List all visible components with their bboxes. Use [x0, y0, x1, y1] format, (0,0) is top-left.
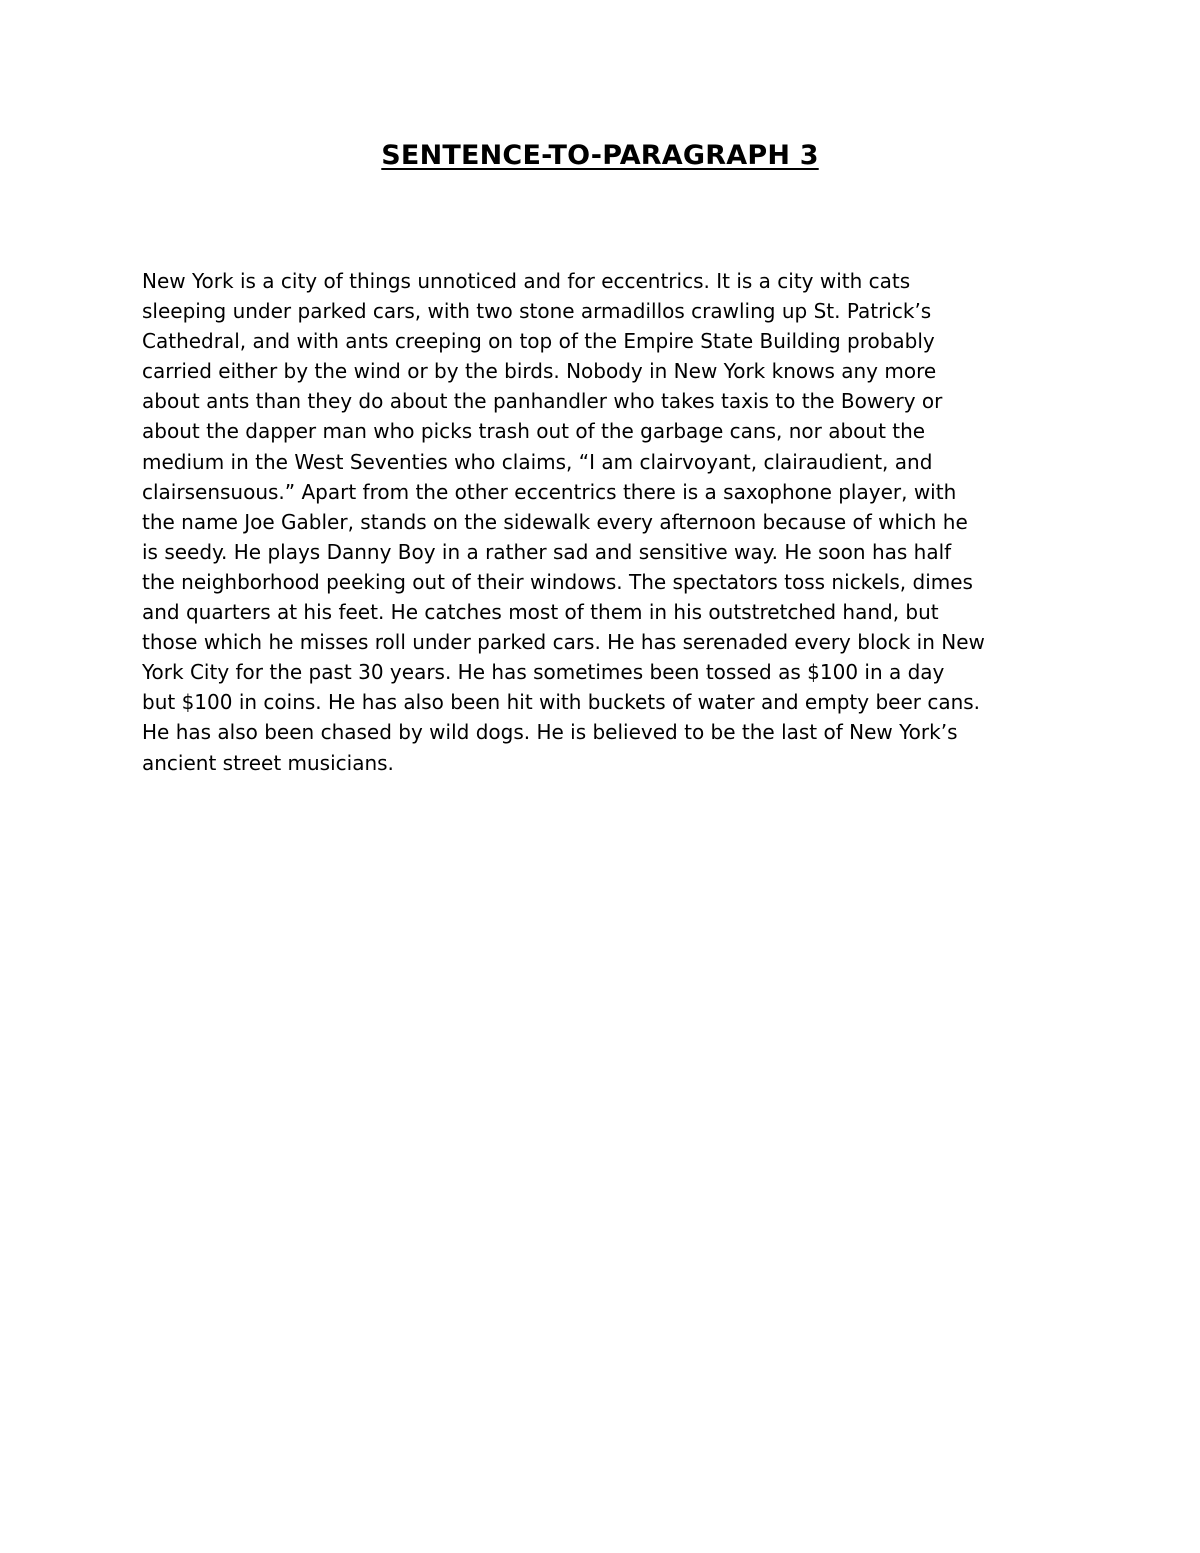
paragraph-line: Cathedral, and with ants creeping on top of the Empire State Building probably: [142, 329, 935, 354]
paragraph-line: about ants than they do about the panhandler who takes taxis to the Bowery or: [142, 389, 943, 414]
paragraph-line: is seedy. He plays Danny Boy in a rather sad and sensitive way. He soon has half: [142, 539, 952, 564]
paragraph-line: clairsensuous.” Apart from the other eccentrics there is a saxophone player, with: [142, 479, 957, 504]
paragraph-line: about the dapper man who picks trash out of the garbage cans, nor about the: [142, 419, 926, 444]
paragraph-line: York City for the past 30 years. He has sometimes been tossed as $100 in a day: [142, 660, 945, 685]
paragraph-line: and quarters at his feet. He catches most of them in his outstretched hand, but: [142, 600, 939, 625]
paragraph-line: those which he misses roll under parked cars. He has serenaded every block in New: [142, 630, 985, 655]
paragraph-line: the name Joe Gabler, stands on the sidewalk every afternoon because of which he: [142, 509, 968, 534]
paragraph-line: He has also been chased by wild dogs. He is believed to be the last of New York’s: [142, 720, 958, 745]
body-paragraph: [142, 266, 1064, 778]
paragraph-line: carried either by the wind or by the birds. Nobody in New York knows any more: [142, 359, 937, 384]
paragraph-line: the neighborhood peeking out of their windows. The spectators toss nickels, dimes: [142, 569, 973, 594]
document-title: SENTENCE-TO-PARAGRAPH 3: [381, 140, 819, 171]
paragraph-line: but $100 in coins. He has also been hit with buckets of water and empty beer cans.: [142, 690, 981, 715]
paragraph-line: sleeping under parked cars, with two stone armadillos crawling up St. Patrick’s: [142, 299, 932, 324]
paragraph-line: New York is a city of things unnoticed and for eccentrics. It is a city with cats: [142, 269, 911, 293]
paragraph-line: medium in the West Seventies who claims, “I am clairvoyant, clairaudient, and: [142, 449, 933, 474]
paragraph-line: ancient street musicians.: [142, 750, 394, 775]
